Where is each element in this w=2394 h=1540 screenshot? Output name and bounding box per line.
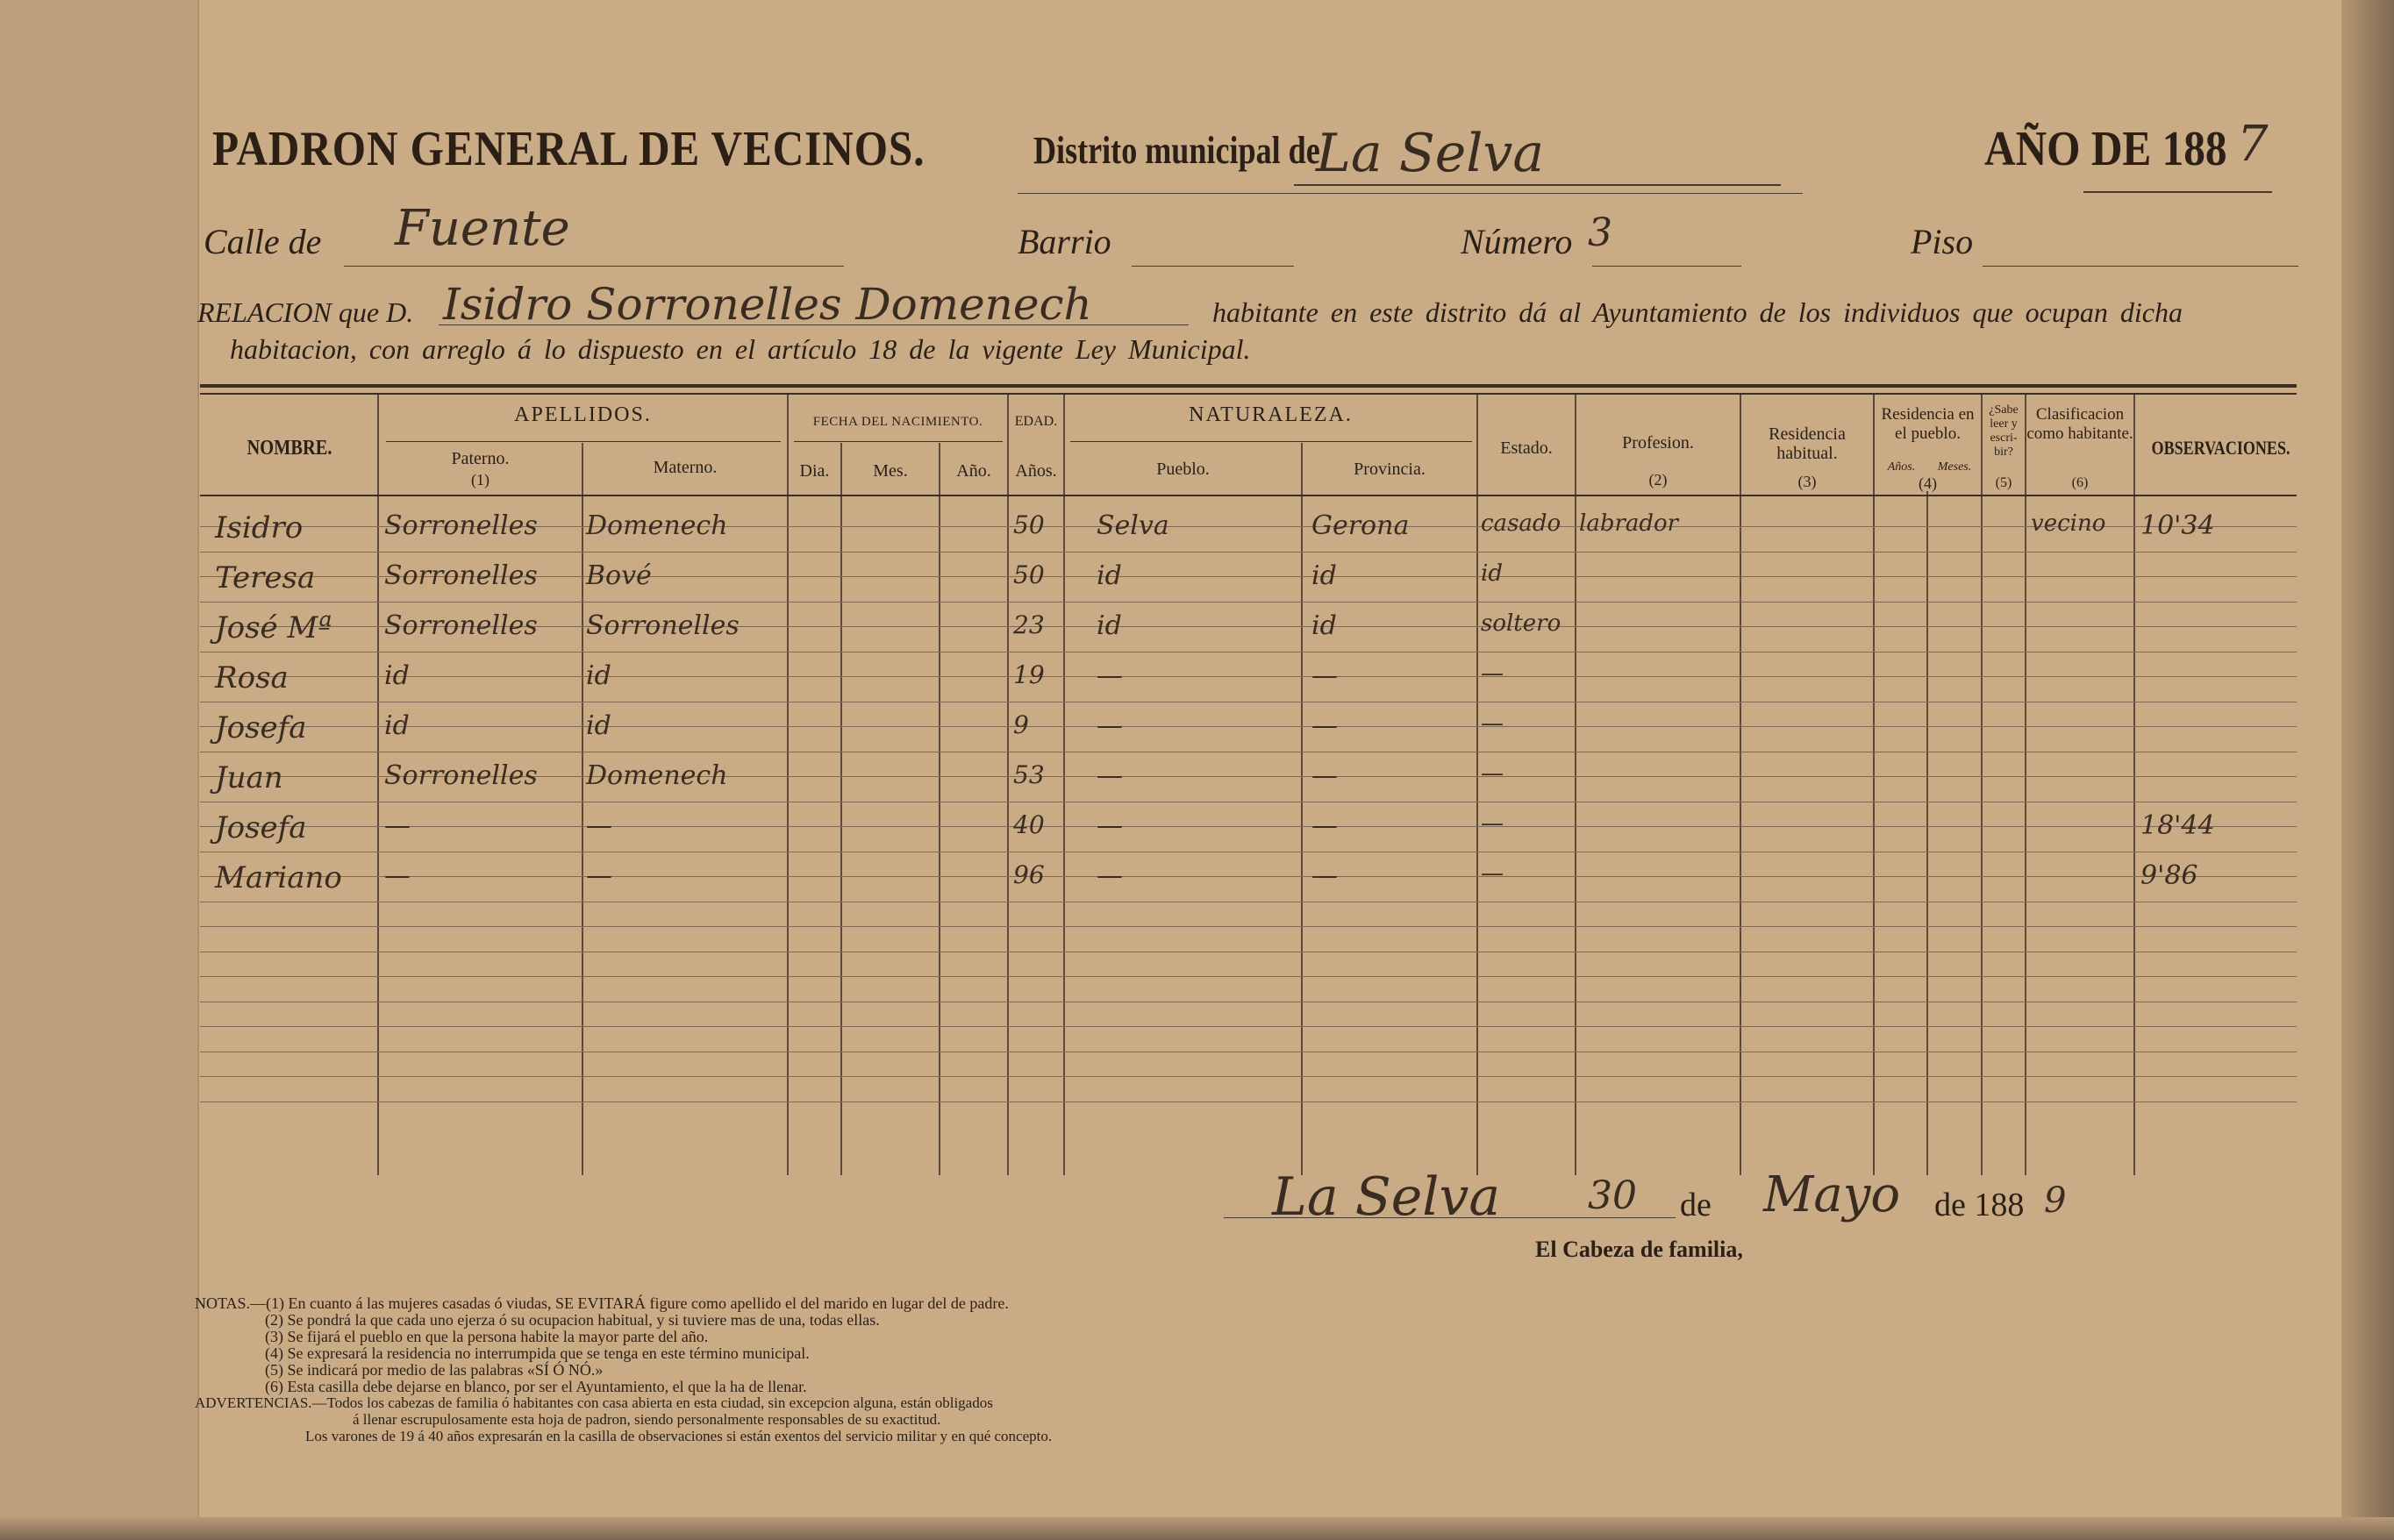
col-edad: EDAD.	[1014, 414, 1058, 429]
col-mes: Mes.	[873, 461, 908, 481]
col-divider	[787, 395, 789, 1175]
district-label: Distrito municipal de	[1033, 129, 1320, 172]
col-estado: Estado.	[1500, 438, 1553, 458]
barrio-label: Barrio	[1018, 222, 1111, 261]
district-value: La Selva	[1316, 123, 1545, 184]
col-divider	[1476, 395, 1478, 1175]
col-divider	[939, 443, 940, 1175]
signature-de: de	[1680, 1187, 1712, 1223]
cabeza-label: El Cabeza de familia,	[1535, 1237, 1743, 1262]
cell-paterno: Sorronelles	[384, 510, 538, 541]
cell-edad: 19	[1013, 660, 1045, 689]
ruled-line	[200, 926, 2297, 927]
cell-materno: —	[586, 860, 612, 891]
signature-month: Mayo	[1763, 1166, 1901, 1223]
cell-estado: —	[1481, 710, 1504, 737]
col-dia: Dia.	[799, 461, 830, 481]
col-pueblo: Pueblo.	[1156, 460, 1210, 479]
year-label: AÑO DE 188	[1984, 122, 2227, 176]
cell-pueblo: —	[1097, 860, 1123, 891]
cell-estado: id	[1481, 560, 1503, 587]
ruled-line	[200, 1026, 2297, 1027]
cell-paterno: id	[384, 710, 410, 741]
col-profesion: Profesion.	[1622, 433, 1694, 453]
relation-prefix: RELACION que D.	[197, 296, 414, 328]
col-materno: Materno.	[653, 458, 718, 477]
cell-pueblo: —	[1097, 810, 1123, 841]
fecha-rule	[794, 441, 1003, 442]
ruled-line	[200, 976, 2297, 977]
street-underline	[344, 266, 844, 267]
cell-pueblo: Selva	[1097, 510, 1169, 541]
relation-name: Isidro Sorronelles Domenech	[443, 279, 1092, 330]
col-divider	[1740, 395, 1741, 1175]
col-clasificacion-note: (6)	[2071, 475, 2089, 490]
cell-edad: 96	[1013, 860, 1045, 889]
advertencia-1: ADVERTENCIAS.—Todos los cabezas de familia ó habitantes con casa abierta en esta ciudad, sin excepcion alguna, están obligados	[195, 1394, 993, 1411]
cell-paterno: Sorronelles	[384, 610, 538, 641]
ruled-line	[200, 826, 2297, 827]
note-6: (6) Esta casilla debe dejarse en blanco, por ser el Ayuntamiento, el que la ha de llenar.	[265, 1378, 807, 1395]
year-value: 7	[2237, 116, 2269, 173]
col-divider	[582, 443, 583, 1175]
signature-day: 30	[1588, 1173, 1637, 1218]
cell-materno: Domenech	[586, 760, 728, 791]
cell-profesion: labrador	[1579, 510, 1679, 537]
col-provincia: Provincia.	[1354, 460, 1426, 479]
cell-observaciones: 10'34	[2140, 510, 2215, 541]
cell-nombre: José Mª	[215, 610, 332, 645]
col-residencia-pueblo-note: (4)	[1919, 474, 1937, 492]
signature-year-value: 9	[2044, 1180, 2067, 1221]
street-label: Calle de	[204, 222, 322, 261]
cell-provincia: —	[1311, 710, 1338, 741]
cell-materno: —	[586, 810, 612, 841]
cell-estado: —	[1481, 860, 1504, 887]
note-5: (5) Se indicará por medio de las palabras «SÍ Ó NÓ.»	[265, 1361, 604, 1379]
cell-edad: 50	[1013, 510, 1045, 539]
col-naturaleza: NATURALEZA.	[1189, 403, 1353, 426]
col-paterno: Paterno.	[451, 449, 510, 468]
cell-nombre: Isidro	[215, 510, 304, 545]
numero-label: Número	[1461, 222, 1573, 261]
district-underline-2	[1018, 193, 1803, 194]
cell-pueblo: —	[1097, 660, 1123, 691]
note-3: (3) Se fijará el pueblo en que la persona habite la mayor parte del año.	[265, 1328, 709, 1345]
numero-underline	[1592, 266, 1741, 267]
year-underline	[2083, 191, 2272, 193]
cell-provincia: —	[1311, 660, 1338, 691]
signature-underline	[1224, 1217, 1676, 1218]
col-profesion-note: (2)	[1648, 471, 1668, 488]
cell-nombre: Mariano	[215, 860, 342, 895]
cell-pueblo: —	[1097, 710, 1123, 741]
cell-edad: 9	[1013, 710, 1029, 739]
relation-line1-suffix: habitante en este distrito dá al Ayuntamiento de los individuos que ocupan dicha	[1212, 296, 2183, 328]
col-divider	[2133, 395, 2135, 1175]
cell-edad: 50	[1013, 560, 1045, 589]
relation-line2: habitacion, con arreglo á lo dispuesto en el artículo 18 de la vigente Ley Municipal.	[230, 333, 1251, 365]
cell-estado: casado	[1481, 510, 1561, 537]
cell-nombre: Josefa	[215, 810, 307, 845]
table-top-rule	[200, 384, 2297, 388]
col-observaciones: OBSERVACIONES.	[2151, 437, 2290, 459]
col-res-meses: Meses.	[1937, 460, 1972, 474]
cell-pueblo: id	[1097, 560, 1122, 591]
ruled-line	[200, 876, 2297, 877]
col-ano: Año.	[956, 461, 991, 481]
cell-estado: —	[1481, 810, 1504, 837]
cell-paterno: —	[384, 810, 411, 841]
col-divider	[377, 395, 379, 1175]
binding-strip	[0, 0, 199, 1540]
cell-paterno: Sorronelles	[384, 760, 538, 791]
header-bottom-rule	[200, 495, 2297, 496]
cell-nombre: Rosa	[215, 660, 289, 695]
cell-materno: Bové	[586, 560, 652, 591]
col-divider	[840, 443, 842, 1175]
district-underline	[1294, 184, 1781, 186]
signature-place: La Selva	[1272, 1166, 1501, 1228]
cell-observaciones: 9'86	[2140, 860, 2198, 891]
col-paterno-note: (1)	[471, 471, 490, 488]
col-divider	[1007, 395, 1009, 1175]
cell-pueblo: id	[1097, 610, 1122, 641]
cell-nombre: Josefa	[215, 710, 307, 745]
col-res-anos: Años.	[1887, 460, 1916, 474]
col-divider	[1981, 395, 1983, 1175]
page-edge	[2341, 0, 2394, 1540]
cell-edad: 53	[1013, 760, 1045, 789]
col-fecha: FECHA DEL NACIMIENTO.	[812, 415, 983, 429]
cell-provincia: id	[1311, 610, 1337, 641]
cell-paterno: Sorronelles	[384, 560, 538, 591]
cell-edad: 23	[1013, 610, 1045, 639]
cell-provincia: —	[1311, 760, 1338, 791]
relation-underline	[439, 324, 1189, 325]
ruled-line	[200, 552, 2297, 553]
page-title: PADRON GENERAL DE VECINOS.	[212, 122, 925, 176]
cell-edad: 40	[1013, 810, 1045, 839]
page-bottom-edge	[0, 1517, 2394, 1540]
signature-year-label: de 188	[1934, 1187, 2025, 1223]
col-residencia-pueblo: Residencia en el pueblo.	[1881, 405, 1975, 443]
cell-provincia: —	[1311, 860, 1338, 891]
col-divider	[1575, 395, 1576, 1175]
cell-clasificacion: vecino	[2031, 510, 2106, 537]
cell-provincia: Gerona	[1311, 510, 1410, 541]
cell-estado: —	[1481, 660, 1504, 687]
cell-paterno: id	[384, 660, 410, 691]
col-divider	[1873, 395, 1875, 1175]
cell-pueblo: —	[1097, 760, 1123, 791]
cell-materno: Sorronelles	[586, 610, 740, 641]
advertencia-2: á llenar escrupulosamente esta hoja de padron, siendo personalmente responsables de su exactitud.	[353, 1411, 941, 1428]
piso-underline	[1983, 266, 2298, 267]
cell-provincia: —	[1311, 810, 1338, 841]
piso-label: Piso	[1911, 222, 1974, 261]
cell-nombre: Juan	[215, 760, 283, 795]
advertencia-3: Los varones de 19 á 40 años expresarán en la casilla de observaciones si están exentos del servicio militar y en qué concepto.	[305, 1428, 1053, 1444]
cell-materno: Domenech	[586, 510, 728, 541]
col-divider	[1926, 491, 1928, 1175]
barrio-underline	[1132, 266, 1294, 267]
col-nombre: NOMBRE.	[247, 437, 332, 460]
cell-nombre: Teresa	[215, 560, 316, 595]
col-sabe-note: (5)	[1995, 475, 2012, 490]
apellidos-rule	[386, 441, 781, 442]
cell-estado: —	[1481, 760, 1504, 787]
col-divider	[2025, 395, 2026, 1175]
note-4: (4) Se expresará la residencia no interrumpida que se tenga en este término municipal.	[265, 1344, 810, 1362]
col-residencia-habitual-note: (3)	[1797, 473, 1817, 490]
cell-paterno: —	[384, 860, 411, 891]
ruled-line	[200, 676, 2297, 677]
numero-value: 3	[1588, 210, 1612, 255]
col-clasificacion: Clasificacion como habitante.	[2026, 405, 2133, 443]
ruled-line	[200, 726, 2297, 727]
col-apellidos: APELLIDOS.	[514, 403, 652, 426]
cell-estado: soltero	[1481, 610, 1561, 637]
cell-materno: id	[586, 660, 611, 691]
col-divider	[1301, 443, 1303, 1175]
street-value: Fuente	[395, 200, 570, 257]
ruled-line	[200, 1076, 2297, 1077]
naturaleza-rule	[1070, 441, 1472, 442]
col-anos: Años.	[1015, 461, 1057, 481]
cell-materno: id	[586, 710, 611, 741]
note-2: (2) Se pondrá la que cada uno ejerza ó su ocupacion habitual, y si tuviere mas de una, todas ellas.	[265, 1311, 880, 1329]
cell-observaciones: 18'44	[2140, 810, 2215, 841]
cell-provincia: id	[1311, 560, 1337, 591]
col-sabe: ¿Sabe leer y escri- bir?	[1989, 403, 2019, 459]
col-residencia-habitual: Residencia habitual.	[1769, 424, 1846, 463]
col-divider	[1063, 395, 1065, 1175]
note-1: NOTAS.—(1) En cuanto á las mujeres casadas ó viudas, SE EVITARÁ figure como apellido el del marido en lugar del de padre.	[195, 1294, 1009, 1312]
